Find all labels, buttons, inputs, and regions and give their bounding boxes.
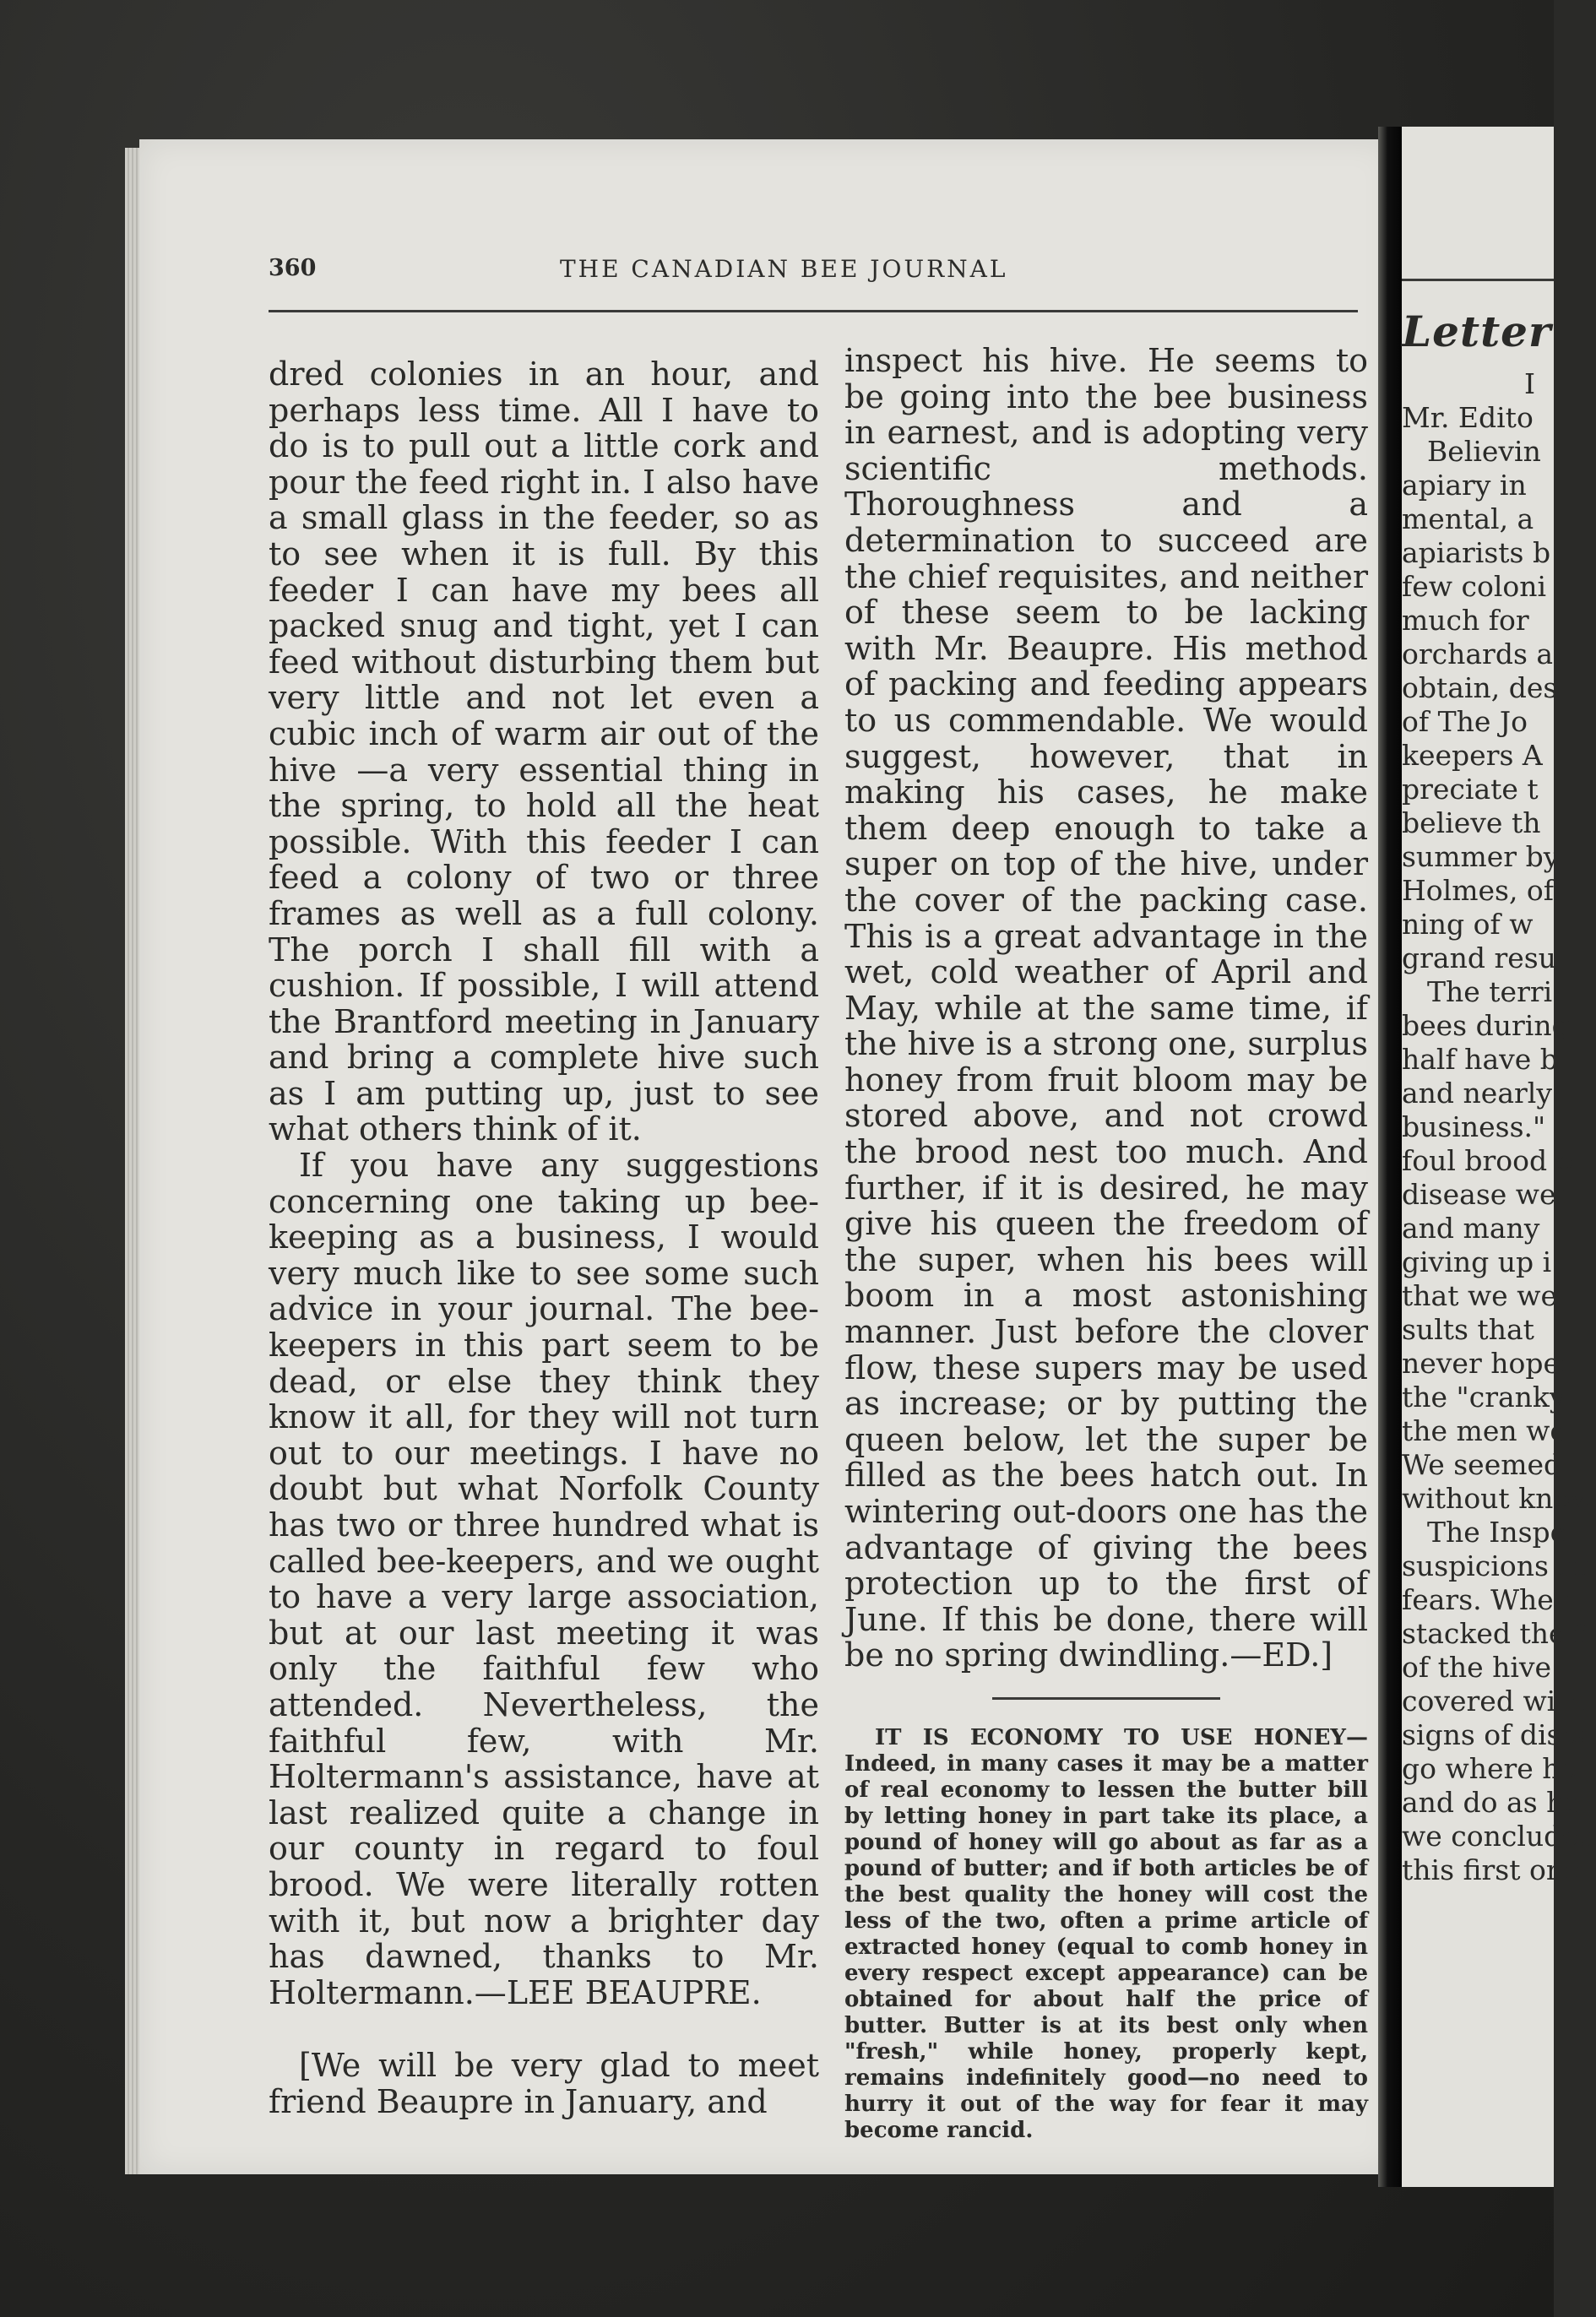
left-paragraph-2-text: If you have any suggestions concerning one taking up bee-keeping as a business, I would very much like to see some such advice in your journal. The bee-keepers in this part seem to be dead, or else they think they know it all, for they will not turn out to our meetings. I have no doubt but what Norfolk County has two or three hundred what is called bee-keepers, and we ought to have a very large association, but at our last meeting it was only the faithful few who attended. Nevertheless, the faithful few, with Mr. Holtermann's assistance, have at last realized quite a change in our county in regard to foul brood. We were literally rotten with it, but now a brighter day has dawned, thanks to Mr. Holtermann.— <box>269 1147 819 2011</box>
right-line: ning of w <box>1402 908 1534 941</box>
right-line: Mr. Edito <box>1402 401 1534 434</box>
economy-note-title: IT IS ECONOMY TO USE HONEY <box>875 1724 1346 1750</box>
right-line: disease wer <box>1402 1178 1570 1211</box>
right-line: without know <box>1402 1482 1594 1515</box>
right-line: stacked the f <box>1402 1617 1585 1650</box>
left-column <box>269 356 819 2120</box>
right-line: few coloni <box>1402 570 1547 603</box>
right-line: Holmes, of <box>1402 874 1555 907</box>
right-line: The Inspe <box>1427 1516 1567 1549</box>
right-line: obtain, des <box>1402 671 1558 704</box>
right-header-rule <box>1402 279 1554 281</box>
economy-note <box>844 1725 1368 2144</box>
right-line: apiarists b <box>1402 536 1551 569</box>
section-divider <box>992 1697 1220 1700</box>
right-line: and many <box>1402 1212 1540 1245</box>
right-line: Believin <box>1427 435 1541 468</box>
right-line: business." <box>1402 1110 1546 1143</box>
right-line: go where he <box>1402 1752 1577 1785</box>
right-line: keepers A <box>1402 739 1543 772</box>
right-line-list <box>1402 367 1596 1887</box>
right-line: giving up i <box>1402 1245 1552 1278</box>
right-line: bees during <box>1402 1009 1570 1042</box>
right-line: We seemed <box>1402 1448 1562 1481</box>
header-rule <box>269 310 1358 312</box>
right-line: I <box>1524 367 1536 400</box>
right-line: this first one <box>1402 1853 1581 1886</box>
right-line: grand resul <box>1402 941 1566 974</box>
middle-paragraph-1 <box>844 343 1368 1674</box>
economy-note-body: —Indeed, in many cases it may be a matter of real economy to lessen the butter bill by letting honey in part take its place, a pound of honey will go about as far as a pound of butter; and if both articles be of the best quality the honey will cost the less of the two, often a prime article of extracted honey (equal to comb honey in every respect except appearance) can be obtained for about half the price of butter. Butter is at its best only when "fresh," while honey, properly kept, remains indefinitely good—no need to hurry it out of the way for fear it may become rancid. <box>844 1724 1368 2143</box>
right-line: the men we <box>1402 1414 1566 1447</box>
editor-note-start: [We will be very glad to meet friend Beaupre in January, and <box>269 2047 819 2120</box>
signature: LEE BEAUPRE. <box>506 1973 762 2011</box>
right-line: much for <box>1402 604 1529 637</box>
running-head <box>269 255 1358 289</box>
right-line: fears. When <box>1402 1583 1572 1616</box>
editor-signature: ED.] <box>1262 1636 1333 1674</box>
right-line: half have b <box>1402 1043 1558 1076</box>
right-line: and do as he <box>1402 1786 1581 1819</box>
journal-title: THE CANADIAN BEE JOURNAL <box>560 255 1008 283</box>
right-line: apiary in <box>1402 469 1527 502</box>
right-line: sults that <box>1402 1313 1534 1346</box>
right-line: never hoped <box>1402 1347 1578 1380</box>
right-line: of The Jo <box>1402 705 1528 738</box>
right-line: covered with <box>1402 1685 1585 1717</box>
right-line: believe th <box>1402 806 1541 839</box>
right-line: suspicions an <box>1402 1549 1593 1582</box>
right-line: summer by <box>1402 840 1560 873</box>
right-line: and nearly <box>1402 1077 1552 1110</box>
book-spine <box>1378 127 1402 2187</box>
middle-paragraph-1-text: inspect his hive. He seems to be going into the bee business in earnest, and is adopting very scientific methods. Thoroughness and a determination to succeed are the chief requisites, and neither of these seem to be lacking with Mr. Beaupre. His method of packing and feeding appears to us commendable. We would suggest, however, that in making his cases, he make them deep enough to take a super on top of the hive, under the cover of the packing case. This is a great advantage in the wet, cold weather of April and May, while at the same time, if the hive is a strong one, surplus honey from fruit bloom may be stored above, and not crowd the brood nest too much. And further, if it is desired, he may give his queen the freedom of the super, when his bees will boom in a most astonishing manner. Just before the clover flow, these supers may be used as increase; or by putting the queen below, let the super be filled as the bees hatch out. In wintering out-doors one has the advantage of giving the bees protection up to the first of June. If this be done, there will be no spring dwindling.— <box>844 342 1368 1674</box>
right-page-column <box>1402 279 1596 1887</box>
left-paragraph-1: dred colonies in an hour, and perhaps less time. All I have to do is to pull out a little cork and pour the feed right in. I also have a small glass in the feeder, so as to see when it is full. By this feeder I can have my bees all packed snug and tight, yet I can feed without disturbing them but very little and not let even a cubic inch of warm air out of the hive —a very essential thing in the spring, to hold all the heat possible. With this feeder I can feed a colony of two or three frames as well as a full colony. The porch I shall fill with a cushion. If possible, I will attend the Brantford meeting in January and bring a complete hive such as I am putting up, just to see what others think of it. <box>269 355 819 1148</box>
right-line: we concluded <box>1402 1820 1596 1853</box>
right-line: preciate t <box>1402 773 1539 806</box>
page-number: 360 <box>269 255 317 281</box>
right-line: that we we <box>1402 1279 1557 1312</box>
right-line: of the hive <box>1402 1651 1552 1684</box>
right-line: signs of disea <box>1402 1718 1594 1751</box>
middle-column <box>844 343 1368 2144</box>
left-paragraph-2 <box>269 1148 819 2010</box>
right-line: foul brood o <box>1402 1144 1573 1177</box>
right-line: the "cranky <box>1402 1381 1566 1414</box>
right-line: The terri <box>1427 975 1553 1008</box>
right-line: orchards a <box>1402 638 1554 670</box>
right-line: mental, a <box>1402 502 1534 535</box>
right-section-heading: Letter <box>1402 307 1552 356</box>
